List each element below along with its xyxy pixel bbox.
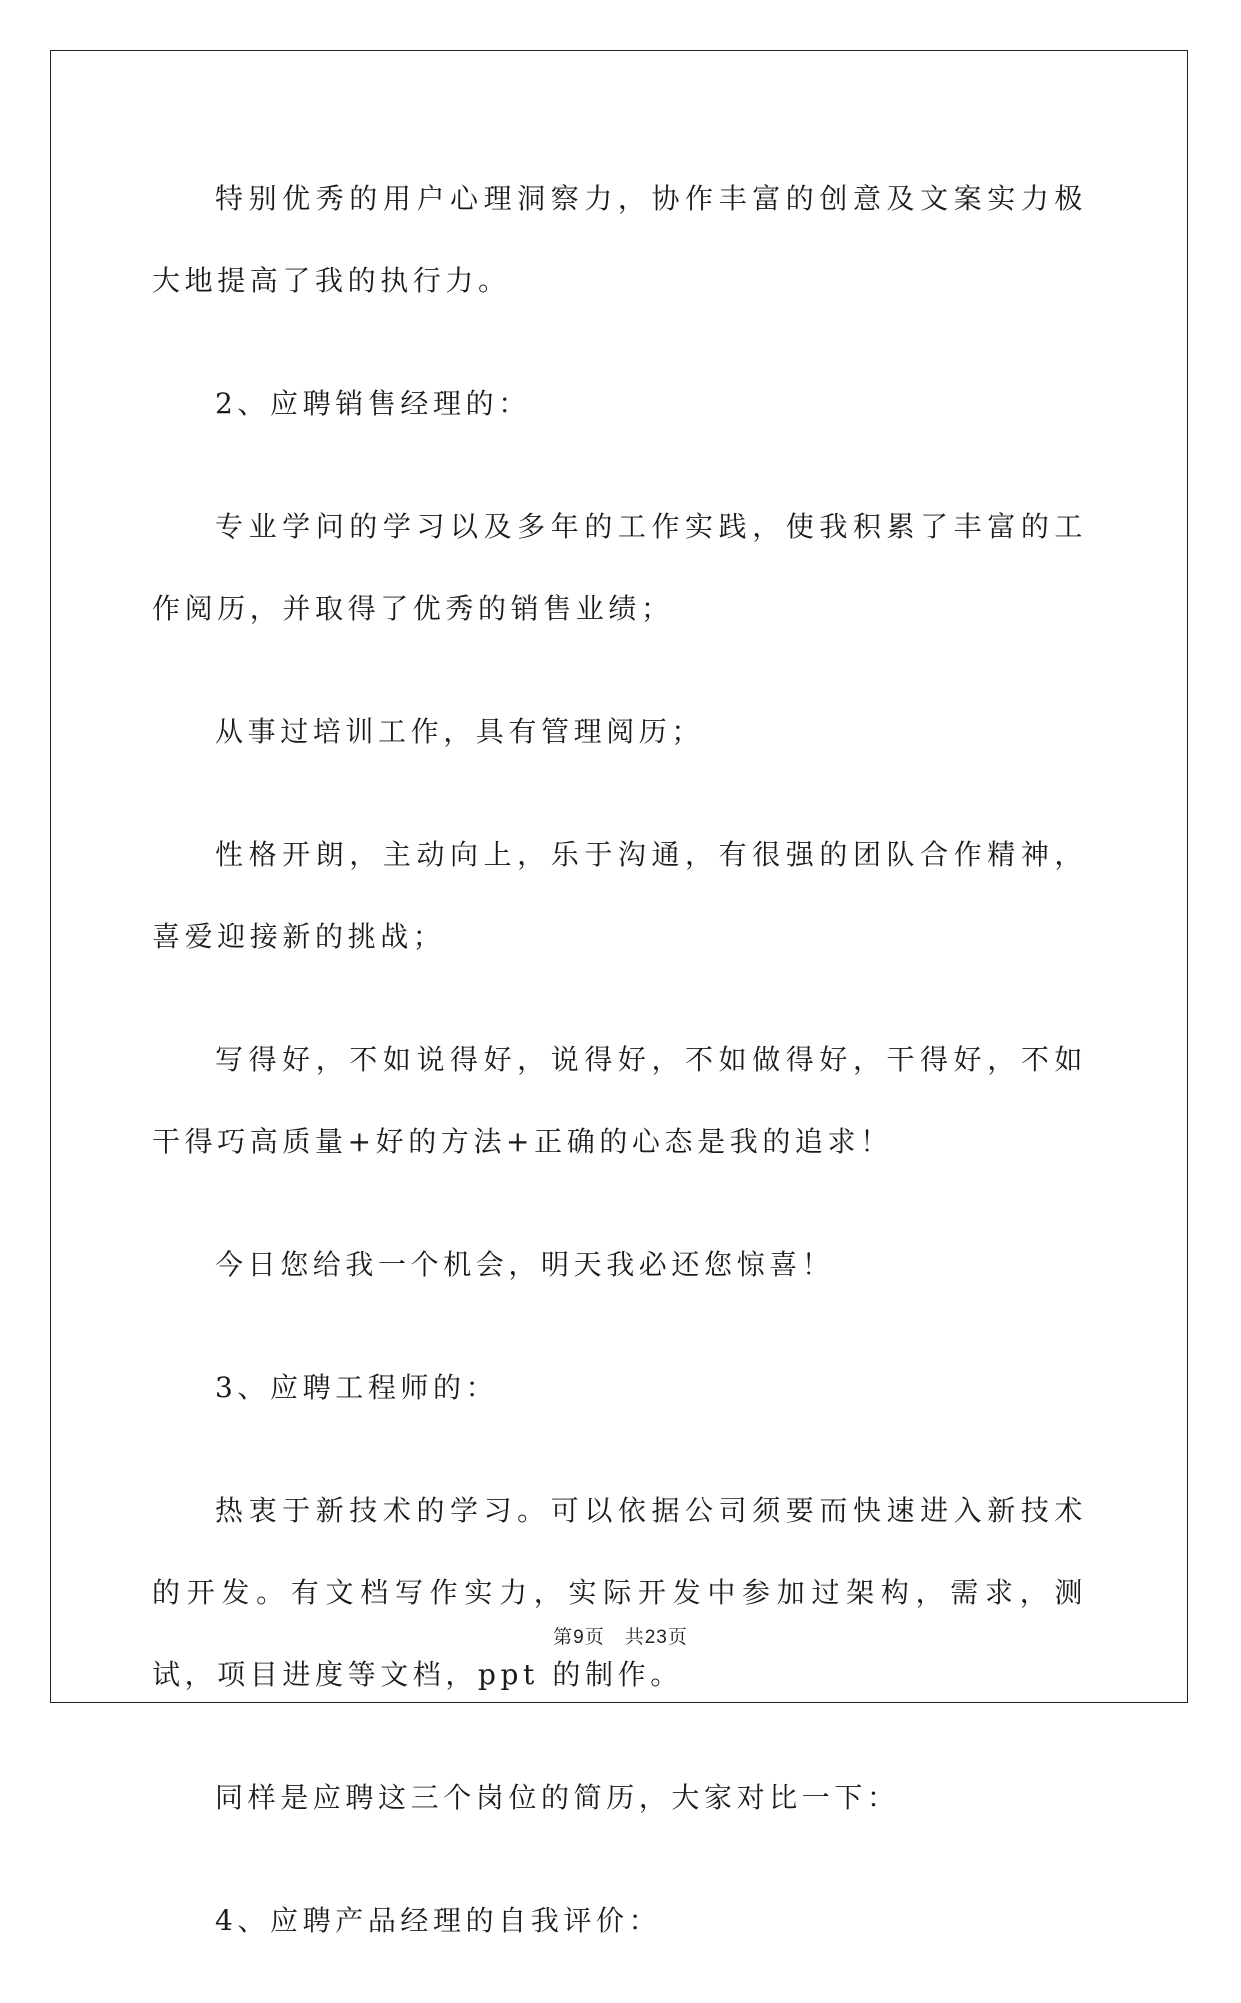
footer-suffix: 页: [667, 1626, 688, 1648]
document-body: [152, 158, 1087, 2003]
footer-total-pages: 23: [644, 1627, 668, 1648]
paragraph-7: 今日您给我一个机会，明天我必还您惊喜！: [215, 1248, 835, 1281]
paragraph-6: 写得好，不如说得好，说得好，不如做得好，干得好，不如干得巧高质量+好的方法+正确的心态是我的追求！: [152, 1043, 1087, 1158]
paragraph-4: 从事过培训工作，具有管理阅历；: [215, 715, 705, 748]
paragraph-9: 热衷于新技术的学习。可以依据公司须要而快速进入新技术的开发。有文档写作实力，实际开发中参加过架构，需求，测试，项目进度等文档，ppt 的制作。: [152, 1494, 1087, 1691]
paragraph-2: 2、应聘销售经理的：: [215, 387, 531, 420]
paragraph-8: 3、应聘工程师的：: [215, 1371, 499, 1404]
paragraph-1: 特别优秀的用户心理洞察力，协作丰富的创意及文案实力极大地提高了我的执行力。: [152, 182, 1087, 297]
footer-middle: 页 共: [584, 1626, 645, 1648]
paragraph-5: 性格开朗，主动向上，乐于沟通，有很强的团队合作精神，喜爱迎接新的挑战；: [152, 838, 1087, 953]
paragraph-10: 同样是应聘这三个岗位的简历，大家对比一下：: [215, 1781, 900, 1814]
footer-prefix: 第: [553, 1626, 574, 1648]
footer-page-number: 9: [573, 1627, 585, 1648]
page-footer: [0, 1622, 1241, 1649]
paragraph-11: 4、应聘产品经理的自我评价：: [215, 1904, 662, 1937]
paragraph-3: 专业学问的学习以及多年的工作实践，使我积累了丰富的工作阅历，并取得了优秀的销售业绩；: [152, 510, 1087, 625]
